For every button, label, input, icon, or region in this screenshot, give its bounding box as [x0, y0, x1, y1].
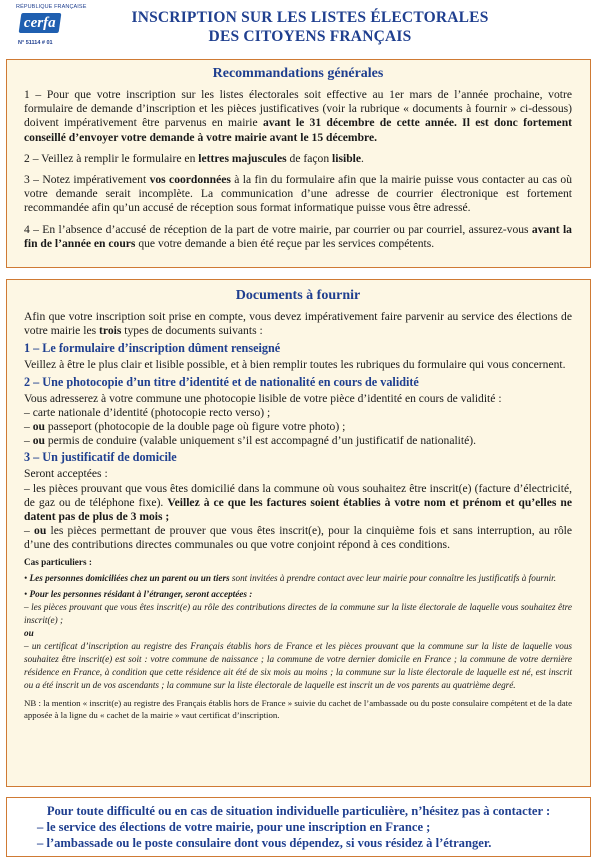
section-2-item-3	[24, 434, 572, 448]
nb-note: NB : la mention « inscrit(e) au registre des Français établis hors de France » suivie du cachet de l’ambassade ou du poste consulaire compétent et de la date apposée à la ligne du « cachet de la mairie » vaut certificat d’inscription.	[24, 697, 572, 720]
documents-intro-end: types de documents suivants :	[121, 324, 263, 338]
page-title	[110, 8, 510, 46]
cas-particulier-1	[24, 572, 572, 585]
footer-line-2: – le service des élections de votre mairie, pour une inscription en France ;	[37, 820, 431, 834]
section-3-item-1	[24, 482, 572, 525]
documents-section	[6, 279, 591, 787]
title-line-2: DES CITOYENS FRANÇAIS	[208, 28, 412, 45]
recommandation-2-end: .	[361, 151, 364, 165]
republique-label: RÉPUBLIQUE FRANÇAISE	[16, 4, 87, 10]
recommandation-2-bold-b: lisible	[332, 151, 362, 165]
cas-particulier-2-item-1: – les pièces prouvant que vous êtes inscrit(e) au rôle des contributions directes de la commune sur la liste électorale de laquelle vous souhaitez être inscrit(e) ;	[24, 601, 572, 625]
cas-particulier-2-ou	[24, 627, 572, 640]
section-3-item-2-text: les pièces permettant de prouver que vous êtes inscrit(e), pour la cinquième fois et sans interruption, au rôle d’une des contributions directes communales ou que votre conjoint répond à ces conditions.	[24, 524, 573, 552]
documents-intro-bold: trois	[99, 324, 122, 338]
recommandation-1-bold: avant le 31 décembre de cette année. Il est donc fortement conseillé d’envoyer votre demande à votre mairie avant le 15 décembre.	[24, 116, 573, 144]
ou-bold: ou	[34, 524, 47, 538]
recommandation-3-text-b: à la fin du formulaire afin que la mairie puisse vous contacter au cas où votre demande serait incomplète. La communication d’une adresse de courrier électronique est fortement recommandée afin qu’un accusé de réception sous format informatique puisse vous être adressé.	[24, 173, 572, 215]
ou-bold: ou	[24, 627, 34, 638]
dash: –	[24, 420, 33, 434]
recommandation-3-bold: vos coordonnées	[149, 173, 231, 187]
cas-particulier-2-item-2: – un certificat d’inscription au registre des Français établis hors de France et les pièces prouvant que la commune sur la liste de laquelle vous souhaitez être inscrit(e) est soit : votre commune de naissance ; la commune de votre dernier domicile en France ; la commune de votre dernière résidence en France, à condition que cette résidence ait été de six mois au moins ; la commune sur la liste électorale de laquelle est né, est inscrit ou a été inscrit un de vos ascendants ; la commune sur la liste électorale de laquelle est inscrit un de vos parents au quatrième degré.	[24, 640, 572, 690]
section-2-item-2-text: passeport (photocopie de la double page où figure votre photo) ;	[44, 420, 346, 434]
recommandation-2-bold-a: lettres majuscules	[198, 151, 287, 165]
cas-particuliers-title: Cas particuliers :	[24, 556, 92, 567]
documents-intro	[24, 310, 572, 338]
section-1-title: 1 – Le formulaire d’inscription dûment renseigné	[24, 341, 281, 356]
cerfa-badge	[19, 13, 62, 33]
recommandation-1-text: 1 – Pour que votre inscription sur les listes électorales soit effective au 1er mars de l’année prochaine, votre formulaire de demande d’inscription et les pièces justificatives (voir la rubrique « documents à fournir » ci-dessous) doivent impérativement être parvenus en mairie	[24, 88, 572, 130]
section-3-item-1-bold: Veillez à ce que les factures soient établies à votre nom et prénom et qu’elles ne datent pas de plus de 3 mois ;	[24, 495, 572, 524]
recommandation-2-text: 2 – Veillez à remplir le formulaire en	[24, 151, 199, 165]
cas-particulier-1-bold: Les personnes domiciliées chez un parent ou un tiers	[29, 572, 230, 583]
title-line-1: INSCRIPTION SUR LES LISTES ÉLECTORALES	[131, 9, 489, 26]
recommandation-3-text: 3 – Notez impérativement	[24, 173, 150, 187]
section-3-text: Seront acceptées :	[24, 467, 108, 481]
section-2-text: Vous adresserez à votre commune une photocopie lisible de votre pièce d’identité en cours de validité :	[24, 391, 502, 405]
section-2-title: 2 – Une photocopie d’un titre d’identité et de nationalité en cours de validité	[24, 374, 419, 389]
recommandation-4-text: 4 – En l’absence d’accusé de réception de la part de votre mairie, par courrier ou par courriel, assurez-vous	[24, 222, 532, 236]
recommandation-4-bold: avant la fin de l’année en cours	[24, 222, 572, 250]
documents-intro-text: Afin que votre inscription soit prise en compte, vous devez impérativement faire parvenir au service des élections de votre mairie les	[24, 310, 572, 338]
dash: –	[24, 434, 33, 448]
form-number: N° 51114 # 01	[18, 40, 53, 46]
recommandations-section	[6, 59, 591, 268]
documents-title: Documents à fournir	[235, 288, 361, 303]
cerfa-logo	[14, 4, 87, 50]
bullet: •	[24, 572, 30, 583]
ou-bold: ou	[32, 420, 45, 434]
recommandation-2	[24, 152, 572, 166]
recommandation-4	[24, 223, 572, 251]
section-2-item-2	[24, 420, 572, 434]
section-2-item-3-text: permis de conduire (valable uniquement s’il est accompagné d’un justificatif de nationalité).	[44, 434, 477, 448]
recommandations-title: Recommandations générales	[212, 66, 384, 81]
recommandation-2-text-b: de façon	[286, 151, 333, 165]
section-3-item-2	[24, 524, 572, 552]
dash: –	[24, 524, 35, 538]
cas-particulier-2	[24, 588, 572, 601]
section-3-item-1-text: – les pièces prouvant que vous êtes domicilié dans la commune où vous souhaitez être inscrit(e) (facture d’électricité, de gaz ou de téléphone fixe).	[24, 481, 572, 509]
cas-particulier-1-text: sont invitées à prendre contact avec leur mairie pour connaître les justificatifs à fournir.	[229, 572, 556, 583]
footer-line-3: – l’ambassade ou le poste consulaire dont vous dépendez, si vous résidez à l’étranger.	[37, 836, 492, 850]
section-1-text: Veillez à être le plus clair et lisible possible, et à bien remplir toutes les rubriques du formulaire qui vous concernent.	[24, 358, 566, 372]
recommandation-1	[24, 88, 572, 145]
section-3-title: 3 – Un justificatif de domicile	[24, 450, 177, 465]
contact-footer	[6, 797, 591, 857]
page-header	[0, 0, 597, 52]
cerfa-logo-text: cerfa	[24, 14, 56, 31]
recommandation-3	[24, 173, 572, 216]
cas-particulier-2-bold: Pour les personnes résidant à l’étranger, seront acceptées :	[29, 588, 253, 599]
section-2-item-1: – carte nationale d’identité (photocopie recto verso) ;	[24, 405, 271, 419]
bullet: •	[24, 588, 30, 599]
ou-bold: ou	[32, 434, 45, 448]
recommandation-4-text-b: que votre demande a bien été reçue par les services compétents.	[135, 236, 435, 250]
footer-line-1: Pour toute difficulté ou en cas de situation individuelle particulière, n’hésitez pas à contacter :	[46, 804, 551, 818]
